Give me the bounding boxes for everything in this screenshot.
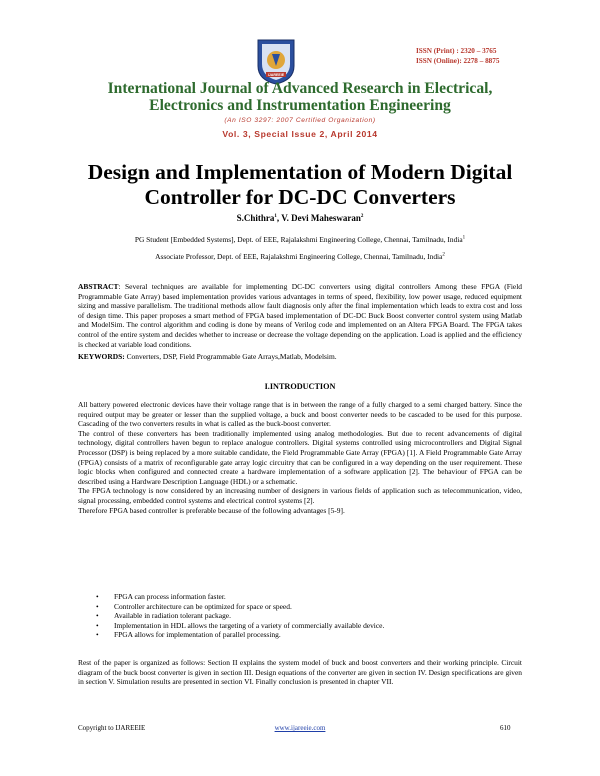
bullet-icon: • (96, 601, 99, 611)
list-item-text: FPGA can process information faster. (114, 592, 226, 601)
footer-page-number: 610 (500, 724, 511, 732)
journal-name (0, 80, 600, 114)
list-item-text: Implementation in HDL allows the targeting of a variety of commercially available device. (114, 620, 385, 630)
list-item-text: FPGA allows for implementation of parallel processing. (114, 630, 281, 640)
paper-title-line2: Controller for DC-DC Converters (144, 185, 456, 209)
introduction-body (78, 400, 522, 515)
keywords (78, 352, 522, 362)
journal-name-line2: Electronics and Instrumentation Engineering (149, 97, 451, 114)
intro-paragraph-3: The FPGA technology is now considered by an increasing number of designers in various fields of application such as telecommunication, video, signal processing, embedded control systems and electrical control systems [2]. (78, 486, 522, 505)
intro-paragraph-4: Therefore FPGA based controller is preferable because of the following advantages [5-9]. (78, 505, 345, 515)
list-item (96, 611, 516, 621)
affiliation-1-sup: 1 (462, 235, 466, 241)
author-2: V. Devi Maheswaran (281, 213, 361, 223)
footer-url-link[interactable]: www.ijareeie.com (274, 724, 326, 732)
logo-text: IJAREEIE (267, 73, 285, 77)
author-separator: , (276, 213, 282, 223)
bullet-icon: • (96, 611, 99, 621)
list-item (96, 592, 516, 602)
keywords-text: Converters, DSP, Field Programmable Gate Arrays,Matlab, Modelsim. (124, 352, 337, 361)
volume-issue: Vol. 3, Special Issue 2, April 2014 (222, 129, 378, 139)
bullet-icon: • (96, 592, 99, 601)
list-item (96, 621, 516, 631)
abstract-text: : Several techniques are available for implementing DC-DC converters using digital controllers Among these FPGA (Field Programmable Gate Array) based implementation provides various advantages in terms of speed, flexibility, low power usage, reduced equipment sizing and massive parallelism. The traditional methods allow fault diagnosis only after the final implementation which leads to extra cost and loss of design time. This paper proposes a smart method of FPGA based implementation of DC-DC Buck Boost converter control system using Matlab and ModelSim. The control algorithm and coding is done by means of Verilog code and implemented on an Altera FPGA Board. The FPGA takes control of the entire system and decides whether to increase or decrease the voltage depending on the application. Load is applied and the efficiency is checked at variable load conditions. (78, 282, 522, 349)
paper-organization-paragraph: Rest of the paper is organized as follows: Section II explains the system model of buck and boost converters and their working principle. Circuit diagram of the buck boost converter is given in section III. Design equations of the converter are given in section IV. Design specifications are given in section V. Simulation results are presented in section VI. Finally conclusion is presented in chapter VII. (78, 658, 522, 687)
keywords-label: KEYWORDS: (78, 352, 125, 361)
iso-certification: (An ISO 3297: 2007 Certified Organization) (224, 117, 376, 124)
author-1-sup: 1 (274, 214, 277, 219)
abstract-label: ABSTRACT (78, 282, 119, 291)
issn-online: ISSN (Online): 2278 – 8875 (416, 57, 500, 65)
affiliation-2 (0, 252, 600, 261)
list-item-text: Controller architecture can be optimized for space or speed. (114, 601, 292, 611)
authors (0, 213, 600, 223)
list-item (96, 630, 516, 640)
issn-block (416, 46, 499, 66)
journal-name-line1: International Journal of Advanced Research in Electrical, (107, 80, 493, 97)
advantages-list (96, 592, 516, 640)
author-2-sup: 2 (360, 214, 364, 219)
list-item (96, 602, 516, 612)
author-1: S.Chithra (236, 213, 275, 223)
affiliation-2-text: Associate Professor, Dept. of EEE, Rajalakshmi Engineering College, Chennai, Tamilnadu, India (155, 252, 443, 261)
issn-print: ISSN (Print) : 2320 – 3765 (416, 47, 497, 55)
paper-title (0, 160, 600, 210)
intro-paragraph-1: All battery powered electronic devices have their voltage range that is in between the range of a fully charged to a semi charged battery. Since the required output may be greater or lesser than the supplied voltage, a buck and boost converter needs to be cascaded to be used for this purpose. Cascading of the two converters results in what is called as the buck-boost converter. (78, 400, 522, 429)
intro-paragraph-2: The control of these converters has been traditionally implemented using analog methodologies. But due to recent advancements of digital technology, digital controllers haven begun to replace analogue controllers. Digital systems controlled using microcontrollers and Digital Signal Processor (DSP) is being replaced by a more suitable candidate, the Field Programmable Gate Array (FPGA) [1]. A Field Programmable Gate Array (FPGA) consists of a matrix of reconfigurable gate array logic circuitry that can be configured in a way depending on the user requirement. These logic blocks when configured and connected create a hardware implementation of a software application [2]. The behaviour of FPGA can be described using a Hardware Description Language (HDL) or a schematic. (78, 428, 522, 486)
affiliation-1 (0, 235, 600, 244)
footer-copyright: Copyright to IJAREEIE (78, 724, 146, 732)
section-heading-introduction: I.INTRODUCTION (264, 382, 336, 391)
journal-logo (254, 36, 298, 86)
bullet-icon: • (96, 630, 99, 640)
abstract (78, 282, 522, 349)
bullet-icon: • (96, 620, 99, 630)
affiliation-1-text: PG Student [Embedded Systems], Dept. of EEE, Rajalakshmi Engineering College, Chennai, Tamilnadu, India (134, 235, 463, 244)
list-item-text: Available in radiation tolerant package. (114, 611, 231, 621)
paper-title-line1: Design and Implementation of Modern Digital (87, 160, 513, 184)
affiliation-2-sup: 2 (442, 252, 445, 258)
